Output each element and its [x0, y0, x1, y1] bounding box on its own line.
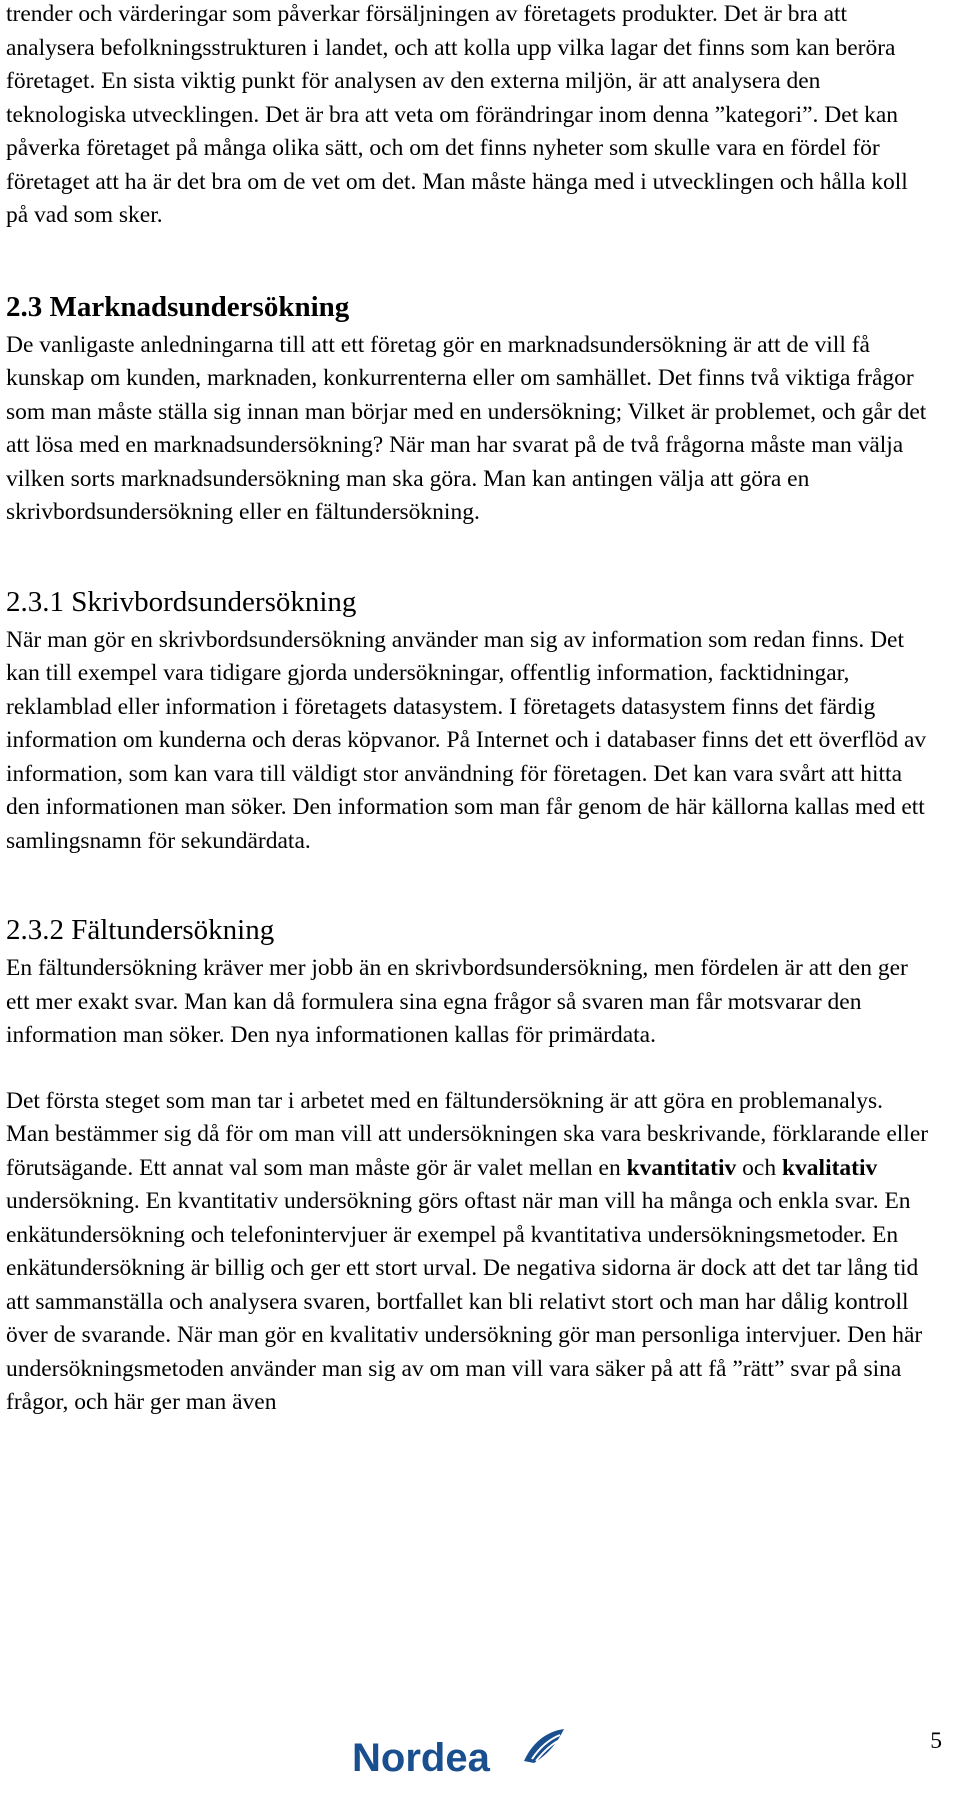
paragraph-text: och	[736, 1154, 782, 1181]
intro-paragraph: trender och värderingar som påverkar försäljningen av företagets produkter. Det är bra att analysera befolkningsstrukturen i landet, och att kolla upp vilka lagar det finns som kan beröra företaget. En sista viktig punkt för analysen av den externa miljön, är att analysera den teknologiska utvecklingen. Det är bra att veta om förändringar inom denna ”kategori”. Det kan påverka företaget på många olika sätt, och om det finns nyheter som skulle vara en fördel för företaget att ha är det bra om de vet om det. Man måste hänga med i utvecklingen och hålla koll på vad som sker.	[6, 1, 908, 228]
bold-term-kvantitativ: kvantitativ	[626, 1154, 737, 1181]
section-2-3-1-paragraph: När man gör en skrivbordsundersökning använder man sig av information som redan finns. Det kan till exempel vara tidigare gjorda undersökningar, offentlig information, facktidningar, reklamblad eller information i företagets datasystem. I företagets datasystem finns det färdig information om kunderna och deras köpvanor. På Internet och i databaser finns det ett överflöd av information, som kan vara till väldigt stor användning för företagen. Det kan vara svårt att hitta den informationen man söker. Den information som man får genom de här källorna kallas med ett samlingsnamn för sekundärdata.	[6, 626, 927, 854]
document-page	[6, 0, 931, 1420]
bold-term-kvalitativ: kvalitativ	[781, 1154, 878, 1181]
paragraph-text: undersökning. En kvantitativ undersökning görs oftast när man vill ha många och enkla svar. En enkätundersökning och telefonintervjuer är exempel på kvantitativa undersökningsmetoder. En enkätundersökning är billig och ger ett stort urval. De negativa sidorna är dock att det tar lång tid att sammanställa och analysera svaren, bortfallet kan bli relativt stort och man har dålig kontroll över de svarande. När man gör en kvalitativ undersökning gör man personliga intervjuer. Den här undersökningsmetoden använder man sig av om man vill vara säker på att få ”rätt” svar på sina frågor, och här ger man även	[6, 1188, 923, 1415]
nordea-logo	[352, 1727, 567, 1787]
paragraph-text: Det första steget som man tar i arbetet med en fältundersökning är att göra en problemanalys. Man bestämmer sig då för om man vill att undersökningen ska vara beskrivande, förklarande eller förutsägande. Ett annat val som man måste gör är valet mellan en	[6, 1087, 929, 1181]
section-heading-2-3-1: 2.3.1 Skrivbordsundersökning	[6, 585, 357, 618]
section-2-3-paragraph: De vanligaste anledningarna till att ett företag gör en marknadsundersökning är att de vill få kunskap om kunden, marknaden, konkurrenterna eller om samhället. Det finns två viktiga frågor som man måste ställa sig innan man börjar med en undersökning; Vilket är problemet, och går det att lösa med en marknadsundersökning? När man har svarat på de två frågorna måste man välja vilken sorts marknadsundersökning man ska göra. Man kan antingen välja att göra en skrivbordsundersökning eller en fältundersökning.	[6, 331, 927, 525]
section-2-3-2-paragraph-1: En fältundersökning kräver mer jobb än en skrivbordsundersökning, men fördelen är att den ger ett mer exakt svar. Man kan då formulera sina egna frågor så svaren man får motsvarar den information man söker. Den nya informationen kallas för primärdata.	[6, 955, 908, 1048]
section-heading-2-3: 2.3 Marknadsundersökning	[6, 290, 350, 323]
nordea-sail-mark-icon	[520, 1727, 566, 1769]
section-2-3-2-paragraph-2	[6, 1085, 931, 1420]
logo-wordmark: Nordea	[352, 1736, 490, 1780]
page-number: 5	[930, 1728, 942, 1754]
section-heading-2-3-2: 2.3.2 Fältundersökning	[6, 914, 275, 946]
